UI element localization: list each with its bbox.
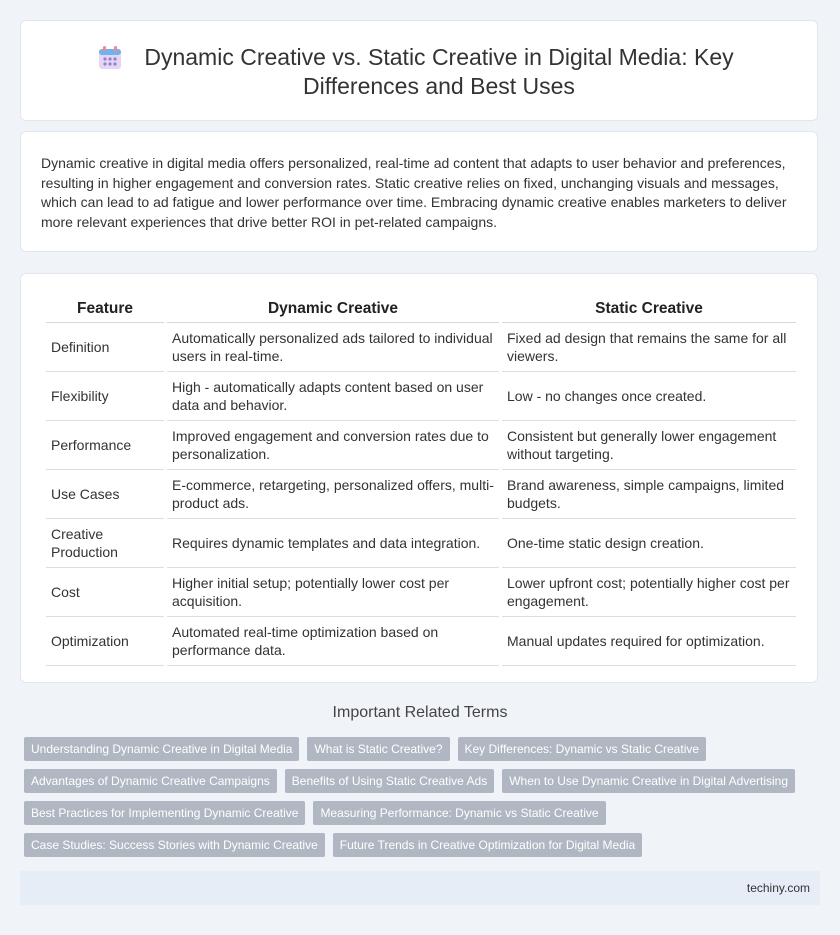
- dynamic-cell: Automatically personalized ads tailored to individual users in real-time.: [167, 323, 499, 372]
- header-feature: Feature: [46, 296, 164, 323]
- intro-card: [20, 131, 818, 252]
- page-title: Dynamic Creative vs. Static Creative in Digital Media: Key Differences and Best Uses: [144, 44, 734, 99]
- related-term-tag[interactable]: Case Studies: Success Stories with Dynamic Creative: [24, 833, 325, 857]
- table-row: [46, 519, 796, 568]
- footer: [20, 871, 820, 905]
- static-cell: Low - no changes once created.: [502, 372, 796, 421]
- static-cell: Manual updates required for optimization.: [502, 617, 796, 666]
- related-term-tag[interactable]: Best Practices for Implementing Dynamic Creative: [24, 801, 305, 825]
- footer-site-link[interactable]: techiny.com: [746, 881, 810, 895]
- related-term-tag[interactable]: Benefits of Using Static Creative Ads: [285, 769, 494, 793]
- static-cell: One-time static design creation.: [502, 519, 796, 568]
- table-header-row: [46, 296, 796, 323]
- feature-cell: Cost: [46, 568, 164, 617]
- feature-cell: Definition: [46, 323, 164, 372]
- related-term-tag[interactable]: What is Static Creative?: [307, 737, 449, 761]
- related-term-tag[interactable]: Key Differences: Dynamic vs Static Creative: [458, 737, 707, 761]
- related-term-tag[interactable]: Future Trends in Creative Optimization for Digital Media: [333, 833, 642, 857]
- feature-cell: Performance: [46, 421, 164, 470]
- table-row: [46, 421, 796, 470]
- static-cell: Consistent but generally lower engagement without targeting.: [502, 421, 796, 470]
- dynamic-cell: Improved engagement and conversion rates due to personalization.: [167, 421, 499, 470]
- header-static-creative: Static Creative: [502, 296, 796, 323]
- intro-paragraph: Dynamic creative in digital media offers personalized, real-time ad content that adapts to user behavior and preferences, resulting in higher engagement and conversion rates. Static creative relies on fixed, unchanging visuals and messages, which can lead to ad fatigue and lower performance over time. Embracing dynamic creative enables marketers to deliver more relevant experiences that drive better ROI in pet-related campaigns.: [41, 155, 787, 230]
- related-term-tag[interactable]: Understanding Dynamic Creative in Digital Media: [24, 737, 299, 761]
- table-row: [46, 323, 796, 372]
- feature-cell: Flexibility: [46, 372, 164, 421]
- table-row: [46, 372, 796, 421]
- related-terms-title: Important Related Terms: [332, 704, 508, 721]
- related-term-tag[interactable]: When to Use Dynamic Creative in Digital Advertising: [502, 769, 795, 793]
- header-card: [20, 20, 818, 121]
- comparison-table-card: [20, 273, 818, 683]
- dynamic-cell: High - automatically adapts content based on user data and behavior.: [167, 372, 499, 421]
- related-term-tag[interactable]: Measuring Performance: Dynamic vs Static Creative: [313, 801, 605, 825]
- dynamic-cell: Higher initial setup; potentially lower cost per acquisition.: [167, 568, 499, 617]
- table-row: [46, 568, 796, 617]
- static-cell: Fixed ad design that remains the same for all viewers.: [502, 323, 796, 372]
- table-row: [46, 470, 796, 519]
- dynamic-cell: E-commerce, retargeting, personalized offers, multi-product ads.: [167, 470, 499, 519]
- comparison-table: [43, 296, 799, 666]
- static-cell: Brand awareness, simple campaigns, limited budgets.: [502, 470, 796, 519]
- feature-cell: Use Cases: [46, 470, 164, 519]
- header-dynamic-creative: Dynamic Creative: [167, 296, 499, 323]
- feature-cell: Creative Production: [46, 519, 164, 568]
- dynamic-cell: Requires dynamic templates and data integration.: [167, 519, 499, 568]
- dynamic-cell: Automated real-time optimization based on performance data.: [167, 617, 499, 666]
- table-row: [46, 617, 796, 666]
- feature-cell: Optimization: [46, 617, 164, 666]
- static-cell: Lower upfront cost; potentially higher cost per engagement.: [502, 568, 796, 617]
- related-terms-list: [24, 737, 824, 865]
- related-term-tag[interactable]: Advantages of Dynamic Creative Campaigns: [24, 769, 277, 793]
